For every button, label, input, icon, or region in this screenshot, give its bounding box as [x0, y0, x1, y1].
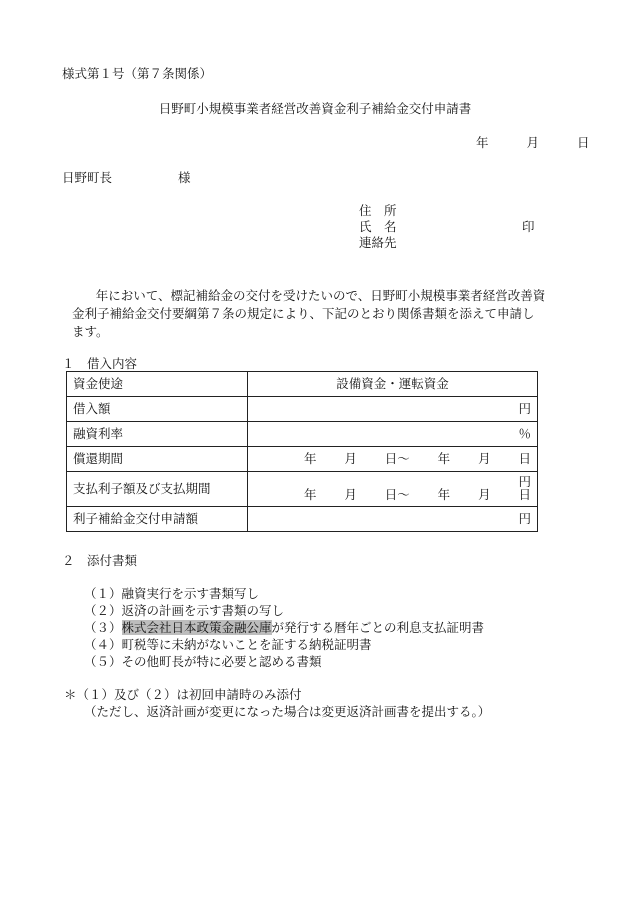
period-y1: 年 [304, 487, 317, 503]
period-m1: 月 [344, 487, 357, 503]
loan-table [66, 371, 538, 532]
name-label: 氏 名 [359, 219, 397, 234]
period-d1: 日～ [384, 450, 410, 466]
period-y2: 年 [437, 450, 451, 466]
table-row [67, 372, 538, 397]
section1-title: １ 借入内容 [62, 356, 138, 371]
highlighted-text: 株式会社日本政策金融公庫 [121, 620, 272, 635]
list-item: （５）その他町長が特に必要と認める書類 [84, 654, 322, 669]
period-d2: 日 [518, 487, 531, 503]
item3-suffix: が発行する暦年ごとの利息支払証明書 [271, 620, 485, 635]
list-item [84, 619, 484, 636]
attachment-list [84, 585, 484, 670]
subsidy-unit: 円 [248, 507, 538, 532]
section2-title: ２ 添付書類 [62, 553, 138, 568]
repay-period [248, 447, 538, 472]
period-d1: 日～ [384, 487, 410, 503]
table-row [67, 472, 538, 507]
document-title: 日野町小規模事業者経営改善資金利子補給金交付申請書 [158, 101, 472, 116]
table-row [67, 507, 538, 532]
date-month: 月 [526, 135, 539, 150]
period-m2: 月 [478, 487, 491, 503]
rate-unit: ％ [248, 422, 538, 447]
note-line-2: （ただし、返済計画が変更になった場合は変更返済計画書を提出する。） [84, 704, 491, 719]
applicant-block [359, 203, 397, 251]
table-row [67, 422, 538, 447]
date-day: 日 [576, 135, 590, 150]
period-y2: 年 [437, 487, 451, 503]
list-item: （１）融資実行を示す書類写し [84, 586, 260, 601]
subsidy-label: 利子補給金交付申請額 [67, 507, 248, 532]
item3-prefix: （３） [84, 620, 122, 635]
interest-unit: 円 [518, 474, 531, 489]
table-row [67, 447, 538, 472]
purpose-value: 設備資金・運転資金 [248, 372, 538, 397]
period-m2: 月 [478, 450, 491, 466]
purpose-label: 資金使途 [67, 372, 248, 397]
list-item: （２）返済の計画を示す書類の写し [84, 603, 285, 618]
contact-label: 連絡先 [359, 235, 397, 250]
amount-label: 借入額 [67, 397, 248, 422]
period-y1: 年 [304, 450, 317, 466]
rate-label: 融資利率 [67, 422, 248, 447]
date-line [476, 135, 589, 152]
body-paragraph [62, 287, 597, 341]
form-number: 様式第１号（第７条関係） [62, 66, 213, 81]
addressee-honorific: 様 [178, 170, 191, 185]
date-year: 年 [476, 135, 489, 150]
list-item: （４）町税等に未納がないことを証する納税証明書 [84, 637, 372, 652]
note-line-1: ＊（１）及び（２）は初回申請時のみ添付 [64, 687, 302, 702]
addressee-name: 日野町長 [62, 170, 113, 185]
table-row [67, 397, 538, 422]
body-line-1: 年において、標記補給金の交付を受けたいので、日野町小規模事業者経営改善資 [95, 288, 546, 303]
period-m1: 月 [344, 450, 357, 466]
addressee [62, 170, 191, 187]
interest-period [248, 472, 538, 507]
address-label: 住 所 [359, 203, 397, 218]
period-d2: 日 [518, 450, 531, 466]
interest-label: 支払利子額及び支払期間 [67, 472, 248, 507]
seal-mark: 印 [522, 219, 535, 234]
amount-unit: 円 [248, 397, 538, 422]
body-line-3: ます。 [72, 324, 109, 339]
repay-label: 償還期間 [67, 447, 248, 472]
body-line-2: 金利子補給金交付要綱第７条の規定により、下記のとおり関係書類を添えて申請し [72, 306, 535, 321]
